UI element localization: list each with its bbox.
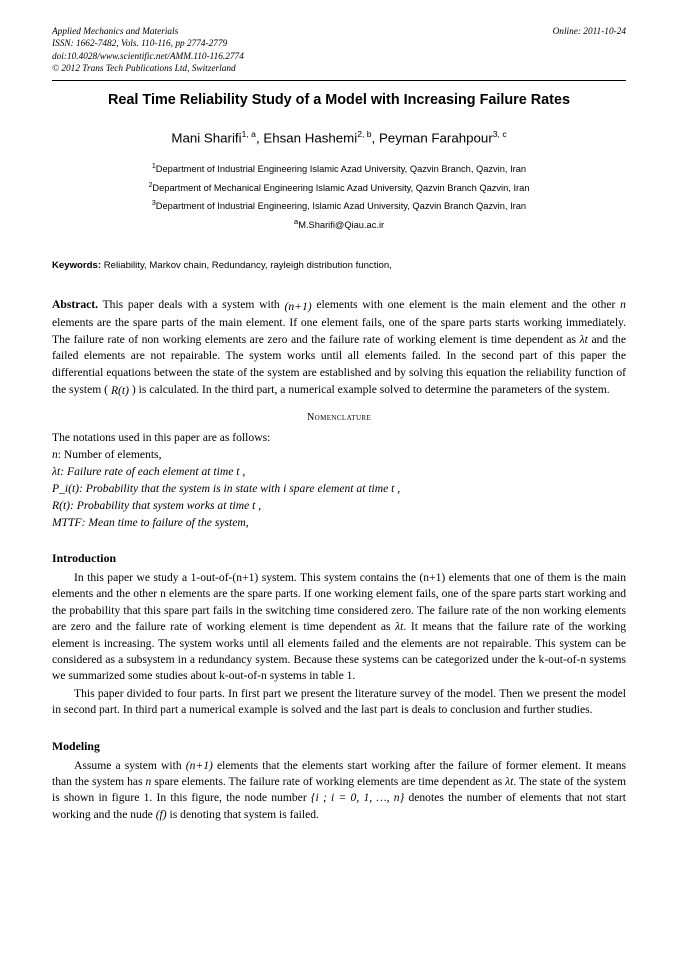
modeling-heading: Modeling: [52, 738, 100, 753]
affiliation-2-marker: 2: [148, 181, 153, 189]
nomenclature-definition: : Failure rate of each element at time t ,: [60, 464, 246, 478]
author-2-name: Ehsan Hashemi: [263, 130, 358, 146]
author-3-affil-marker: 3, c: [492, 128, 507, 139]
nomenclature-block: [52, 429, 626, 531]
email-text: M.Sharifi@Qiau.ac.ir: [298, 219, 385, 230]
modeling-paragraph-1: [52, 758, 626, 824]
abstract-math-n: n: [620, 297, 626, 311]
journal-name: Applied Mechanics and Materials: [52, 27, 179, 37]
affiliation-1-text: Department of Industrial Engineering Islamic Azad University, Qazvin Branch, Qazvin, Iran: [155, 164, 527, 175]
modeling-math-n-plus-1: (n+1): [185, 758, 213, 772]
modeling-math-f: (f): [155, 807, 167, 821]
affiliation-1-marker: 1: [151, 163, 156, 171]
keywords-block: [52, 259, 626, 272]
keywords-label: Keywords:: [52, 259, 102, 271]
issn-line: ISSN: 1662-7482, Vols. 110-116, pp 2774-2779: [52, 39, 228, 50]
modeling-math-lambda-t: λt: [505, 775, 514, 789]
introduction-heading: Introduction: [52, 550, 117, 565]
modeling-text-1e: denotes the number of elements that not start working and the nude: [52, 791, 626, 821]
nomenclature-item: [52, 446, 626, 463]
nomenclature-item: [52, 514, 626, 531]
online-date: Online: 2011-10-24: [552, 27, 626, 37]
author-2-affil-marker: 2, b: [357, 128, 372, 139]
introduction-paragraph-2: This paper divided to four parts. In first part we present the literature survey of the model. Then we present the model in second part. In third part a numerical example is solved and the last part is deals to conclusion and further studies.: [52, 686, 626, 717]
modeling-text-1d: . The state of the system is shown in figure 1. In this figure, the node number: [52, 775, 626, 805]
header-left-block: [52, 26, 465, 76]
author-1-affil-marker: 1, a: [241, 128, 256, 139]
modeling-math-n: n: [145, 775, 152, 789]
modeling-text-1b: elements that the elements start working after the failure of former element. It means than the system has: [52, 758, 627, 789]
header-divider: [52, 80, 626, 81]
header-right-block: [553, 26, 626, 38]
nomenclature-definition: : Mean time to failure of the system,: [81, 515, 249, 529]
nomenclature-symbol: R(t): [52, 498, 71, 512]
affiliation-2: [52, 178, 626, 197]
introduction-paragraph-1: [52, 570, 626, 685]
nomenclature-item: [52, 497, 626, 514]
affiliation-3-marker: 3: [151, 200, 156, 208]
nomenclature-definition: : Probability that system works at time t ,: [70, 498, 262, 512]
abstract-label: Abstract.: [52, 297, 99, 311]
abstract-text-3: elements are the spare parts of the main element. If one element fails, one of the spare parts starts working immediately. The failure rate of non working elements are zero and the failure rate of working element is time dependent as: [52, 316, 626, 346]
affiliation-1: [52, 159, 626, 178]
abstract-text-2: elements with one element is the main element and the other: [316, 297, 616, 311]
page-header: [52, 26, 626, 76]
author-list: [52, 126, 626, 146]
nomenclature-symbol: P_i(t): [52, 481, 80, 495]
introduction-math-lambda-t: λt: [395, 620, 404, 634]
nomenclature-heading: Nomenclature: [306, 411, 372, 423]
nomenclature-definition: : Number of elements,: [57, 447, 162, 461]
nomenclature-intro: The notations used in this paper are as follows:: [52, 430, 271, 444]
author-3-name: Peyman Farahpour: [378, 130, 493, 146]
modeling-text-1c: spare elements. The failure rate of working elements are time dependent as: [154, 775, 503, 789]
corresponding-email: [52, 215, 626, 232]
affiliation-3: [52, 196, 626, 215]
introduction-text-1b: . It means that the failure rate of the working element is increasing. The system works until all elements failed and the elements are not repairable. This system can be considered as a subsystem in a redundancy system. Because these systems can be categorized under the k-out-of-n systems we summarized some studies about k-out-of-n systems in table 1.: [52, 620, 626, 683]
nomenclature-item: [52, 463, 626, 480]
abstract-block: [52, 297, 626, 400]
abstract-math-r-t: R(t): [110, 384, 129, 398]
nomenclature-item: [52, 480, 626, 497]
nomenclature-symbol: n: [52, 447, 58, 461]
nomenclature-symbol: MTTF: [52, 515, 82, 529]
abstract-text-5: ) is calculated. In the third part, a numerical example solved to determine the parameters of the system.: [131, 382, 610, 396]
modeling-math-node-set: {i ; i = 0, 1, …, n}: [310, 791, 405, 805]
author-sep-1: ,: [255, 130, 264, 146]
abstract-math-lambda-t: λt: [579, 332, 588, 346]
abstract-text-1: This paper deals with a system with: [102, 297, 280, 311]
modeling-text-1f: is denoting that system is failed.: [169, 807, 319, 821]
abstract-math-n-plus-1: (n+1): [284, 299, 312, 313]
nomenclature-symbol: λt: [52, 464, 61, 478]
abstract-text-4: and the failed elements are not repairable. The system works until all elements failed. In the second part of this paper the differential equations between the state of the system are established and by solving this equation the reliability function of the system (: [52, 332, 626, 396]
introduction-text-1a: In this paper we study a 1-out-of-(n+1) system. This system contains the (n+1) elements that one of them is the main elements and the other n elements are the spare parts. If one working element fails, one of the spare parts start working and the probability that this spare part fails in the switching time considered zero. The failure rate of the non working elements are zero and the failure rate of working element is time dependent as: [52, 570, 626, 634]
keywords-text: Reliability, Markov chain, Redundancy, rayleigh distribution function,: [103, 259, 392, 271]
modeling-text-1a: Assume a system with: [74, 758, 182, 772]
affiliation-3-text: Department of Industrial Engineering, Islamic Azad University, Qazvin Branch Qazvin, Iran: [155, 201, 527, 212]
affiliation-2-text: Department of Mechanical Engineering Islamic Azad University, Qazvin Branch Qazvin, Iran: [152, 182, 530, 193]
copyright-line: © 2012 Trans Tech Publications Ltd, Switzerland: [52, 64, 236, 75]
author-1-name: Mani Sharifi: [171, 130, 242, 146]
nomenclature-definition: : Probability that the system is in state with i spare element at time t ,: [79, 481, 401, 495]
email-marker: a: [293, 216, 299, 226]
author-sep-2: ,: [371, 130, 379, 146]
page-title: Real Time Reliability Study of a Model with Increasing Failure Rates: [108, 91, 570, 108]
doi-line: doi:10.4028/www.scientific.net/AMM.110-116.2774: [52, 51, 244, 62]
